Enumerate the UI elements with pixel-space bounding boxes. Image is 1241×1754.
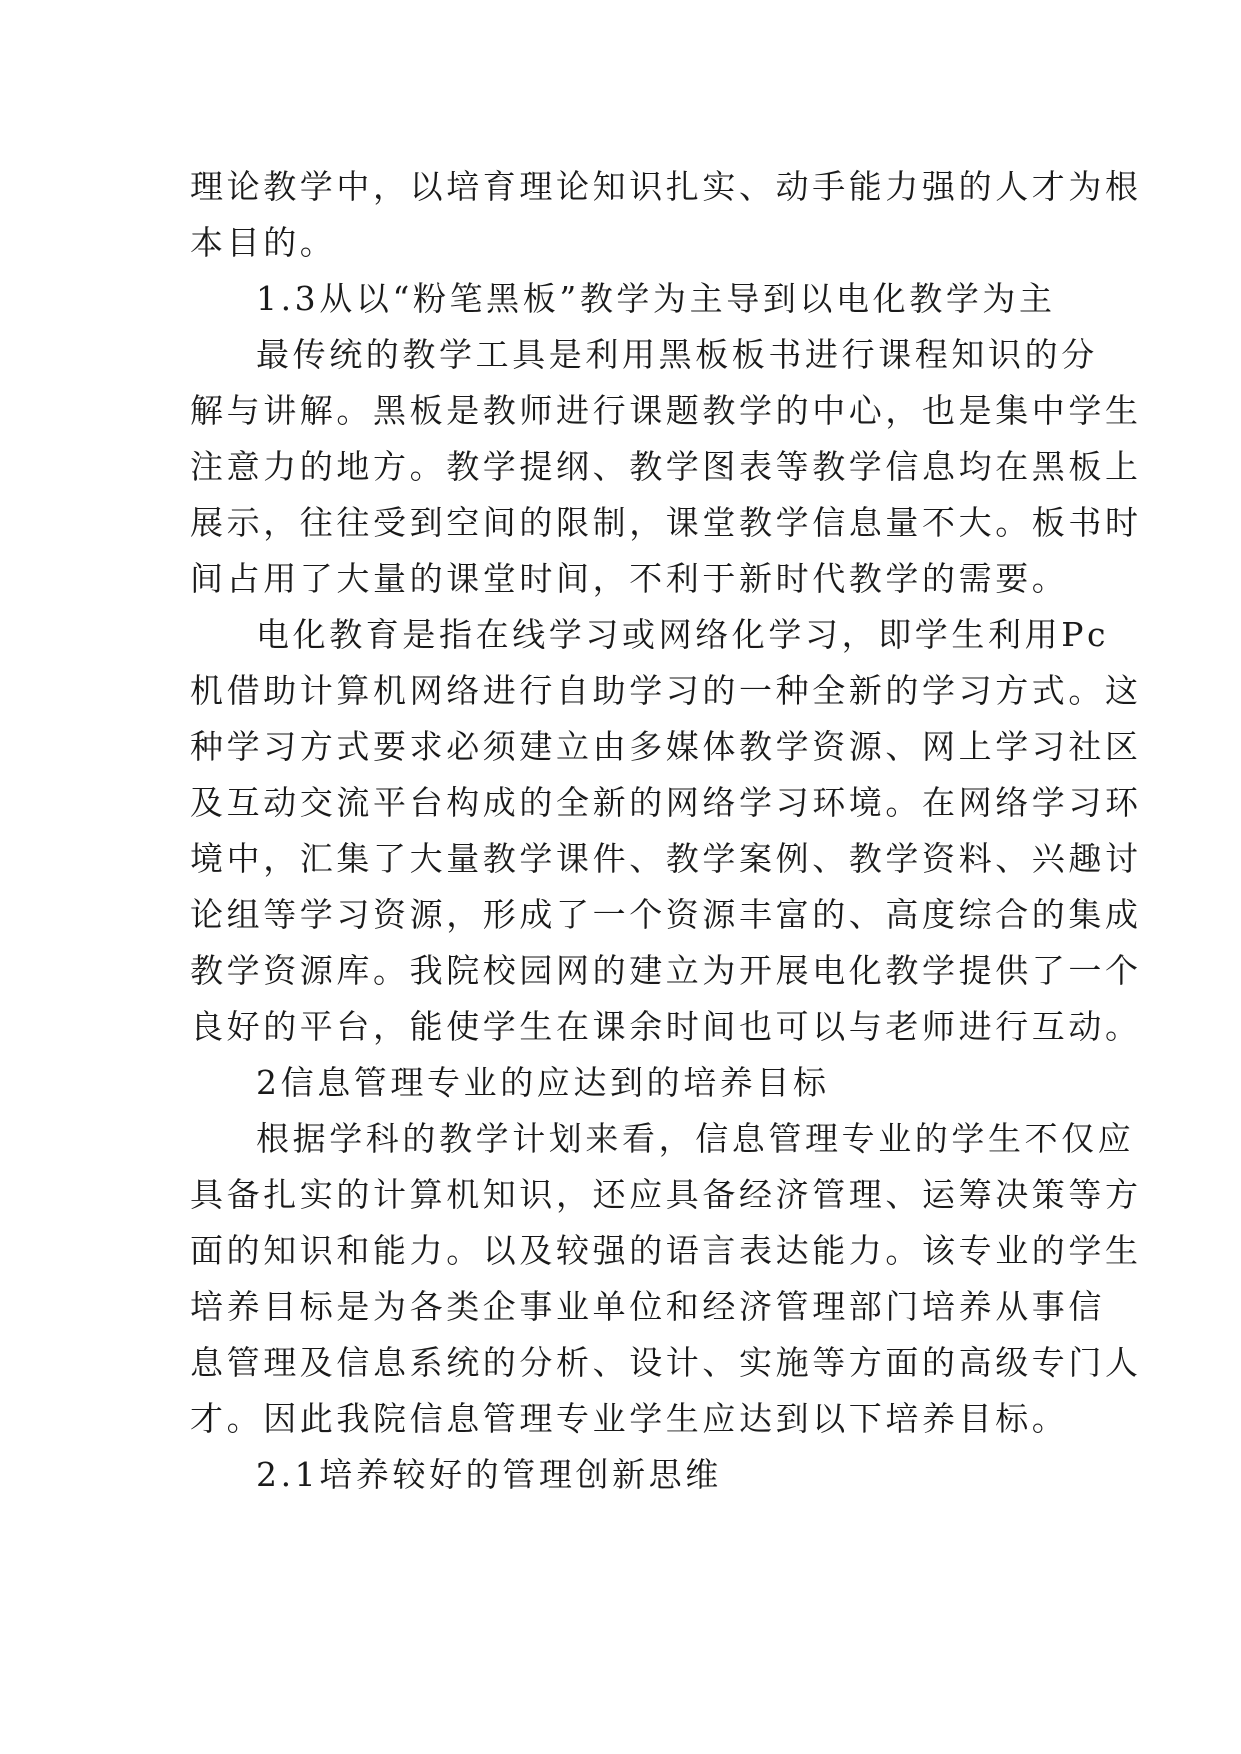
text-line: 境中，汇集了大量教学课件、教学案例、教学资料、兴趣讨	[190, 839, 1142, 878]
text-line: 教学资源库。我院校园网的建立为开展电化教学提供了一个	[190, 951, 1142, 990]
text-line: 种学习方式要求必须建立由多媒体教学资源、网上学习社区	[190, 727, 1142, 766]
text-line: 论组等学习资源，形成了一个资源丰富的、高度综合的集成	[190, 895, 1142, 934]
text-line: 根据学科的教学计划来看，信息管理专业的学生不仅应	[256, 1119, 1135, 1158]
text-line: 面的知识和能力。以及较强的语言表达能力。该专业的学生	[190, 1231, 1142, 1270]
section-heading: 2信息管理专业的应达到的培养目标	[256, 1063, 830, 1102]
text-line: 电化教育是指在线学习或网络化学习，即学生利用Pc	[256, 615, 1110, 654]
text-line: 息管理及信息系统的分析、设计、实施等方面的高级专门人	[190, 1343, 1142, 1382]
text-line: 理论教学中，以培育理论知识扎实、动手能力强的人才为根	[190, 167, 1142, 206]
text-line: 间占用了大量的课堂时间，不利于新时代教学的需要。	[190, 559, 1069, 598]
text-line: 具备扎实的计算机知识，还应具备经济管理、运筹决策等方	[190, 1175, 1142, 1214]
text-line: 机借助计算机网络进行自助学习的一种全新的学习方式。这	[190, 671, 1142, 710]
text-line: 良好的平台，能使学生在课余时间也可以与老师进行互动。	[190, 1007, 1142, 1046]
section-heading: 1.3从以“粉笔黑板”教学为主导到以电化教学为主	[256, 279, 1056, 318]
text-line: 本目的。	[190, 223, 337, 262]
text-line: 才。因此我院信息管理专业学生应达到以下培养目标。	[190, 1399, 1069, 1438]
text-line: 最传统的教学工具是利用黑板板书进行课程知识的分	[256, 335, 1098, 374]
text-line: 注意力的地方。教学提纲、教学图表等教学信息均在黑板上	[190, 447, 1142, 486]
text-line: 培养目标是为各类企事业单位和经济管理部门培养从事信	[190, 1287, 1105, 1326]
section-heading: 2.1培养较好的管理创新思维	[256, 1455, 722, 1494]
text-line: 展示，往往受到空间的限制，课堂教学信息量不大。板书时	[190, 503, 1142, 542]
text-line: 及互动交流平台构成的全新的网络学习环境。在网络学习环	[190, 783, 1142, 822]
text-line: 解与讲解。黑板是教师进行课题教学的中心，也是集中学生	[190, 391, 1142, 430]
